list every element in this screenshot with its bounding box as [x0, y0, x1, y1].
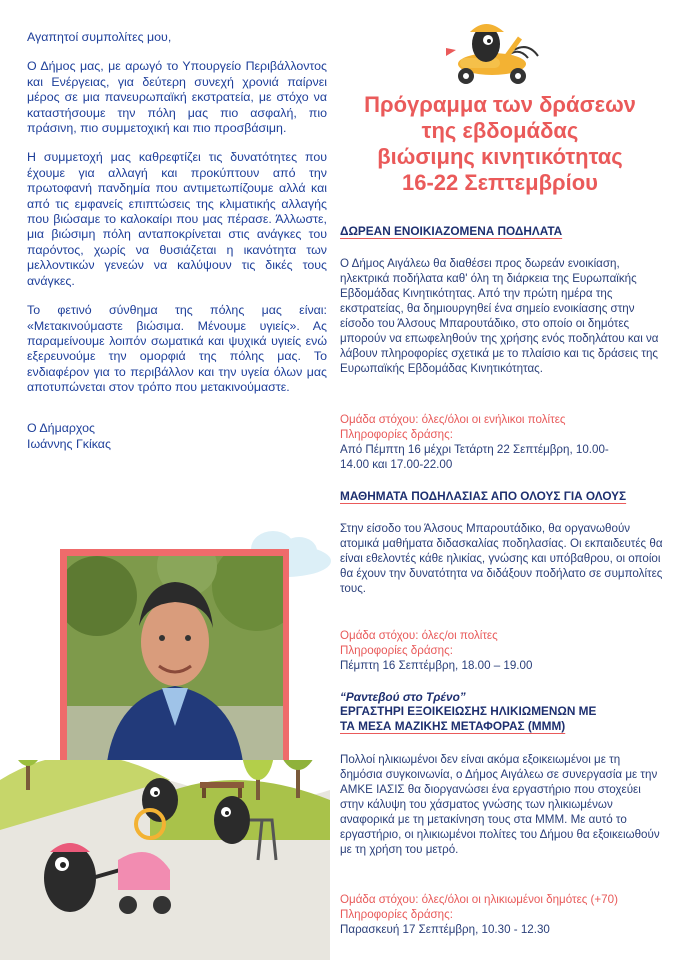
- letter-paragraph-1: Ο Δήμος μας, με αρωγό το Υπουργείο Περιβάλλοντος και Ενέργειας, για δεύτερη συνεχή χρονιά παίρνει μέρος σε μια πανευρωπαϊκή εκστρατεία, με στόχο να καταστήσουμε την πόλη μας πιο ασφαλή, πιο πράσινη, πιο συμμετοχική και πιο προσβάσιμη.: [27, 59, 327, 136]
- signature-role: Ο Δήμαρχος: [27, 420, 95, 435]
- mayor-letter: [27, 30, 327, 452]
- program-title: [340, 92, 660, 196]
- section3-target: [340, 892, 670, 907]
- section3-info: Παρασκευή 17 Σεπτέμβρη, 10.30 - 12.30: [340, 923, 550, 936]
- letter-paragraph-3: Το φετινό σύνθημα της πόλης μας είναι: «Μετακινούμαστε βιώσιμα. Μένουμε υγιείς». Ας παραμείνουμε λοιπόν σωματικά και ψυχικά υγιείς ενώ εξερευνούμε την ομορφιά της πόλης μας. Το ενδιαφέρον για το περιβάλλον και την υγεία όλων μας αποτυπώνεται στον τρόπο που μετακινούμαστε.: [27, 303, 327, 395]
- section3-subtitle: “Ραντεβού στο Τρένο”: [340, 690, 466, 704]
- section3-target-label: Ομάδα στόχου:: [340, 893, 419, 906]
- section2-target: [340, 628, 662, 643]
- section1-target-value: όλες/όλοι οι ενήλικοι πολίτες: [418, 413, 566, 426]
- title-line-2: της εβδομάδας: [421, 118, 579, 143]
- section1-heading: ΔΩΡΕΑΝ ΕΝΟΙΚΙΑΖΟΜΕΝΑ ΠΟΔΗΛΑΤΑ: [340, 224, 563, 238]
- park-scene-illustration: [0, 760, 330, 960]
- section1-target-label: Ομάδα στόχου:: [340, 413, 419, 426]
- section2-info: Πέμπτη 16 Σεπτέμβρη, 18.00 – 19.00: [340, 659, 533, 672]
- mayor-photo: [67, 556, 283, 762]
- section2-target-value: όλες/οι πολίτες: [418, 629, 498, 642]
- section2-heading: ΜΑΘΗΜΑΤΑ ΠΟΔΗΛΑΣΙΑΣ ΑΠΟ ΟΛΟΥΣ ΓΙΑ ΟΛΟΥΣ: [340, 489, 627, 503]
- section3-info-label: Πληροφορίες δράσης:: [340, 908, 453, 921]
- section2-target-label: Ομάδα στόχου:: [340, 629, 419, 642]
- mascot-scooter-illustration: [440, 14, 550, 86]
- letter-signature: [27, 420, 327, 452]
- title-line-1: Πρόγραμμα των δράσεων: [364, 92, 636, 117]
- section2-body: Στην είσοδο του Άλσους Μπαρουτάδικο, θα οργανωθούν ατομικά μαθήματα διδασκαλίας ποδηλασίας. Οι εκπαιδευτές θα είναι εθελοντές κάθε ηλικίας, γνώσης και υπόβαθρου, οι οποίοι θα έχουν την δυνατότητα να διδάξουν ποδήλατο σε συμπολίτες τους.: [340, 522, 663, 595]
- section1-info-label: Πληροφορίες δράσης:: [340, 428, 453, 441]
- signature-name: Ιωάννης Γκίκας: [27, 436, 111, 451]
- section2-info-label: Πληροφορίες δράσης:: [340, 644, 453, 657]
- title-line-4: 16-22 Σεπτεμβρίου: [402, 170, 598, 195]
- section1-info: Από Πέμπτη 16 μέχρι Τετάρτη 22 Σεπτέμβρη, 10.00-14.00 και 17.00-22.00: [340, 443, 609, 471]
- section1-target: [340, 412, 662, 427]
- letter-greeting: Αγαπητοί συμπολίτες μου,: [27, 30, 172, 44]
- title-line-3: βιώσιμης κινητικότητας: [377, 144, 623, 169]
- section3-heading-2: ΤΑ ΜΕΣΑ ΜΑΖΙΚΗΣ ΜΕΤΑΦΟΡΑΣ (ΜΜΜ): [340, 719, 566, 733]
- section3-body: Πολλοί ηλικιωμένοι δεν είναι ακόμα εξοικειωμένοι με τη δημόσια συγκοινωνία, ο Δήμος Αιγάλεω σε συνεργασία με την ΑΜΚΕ ΙΑΣΙΣ θα διοργανώσει ένα εργαστήριο που στοχεύει στην κάλυψη του χάσματος γνώσης των ηλικιωμένων αναφορικά με τη μετακίνηση τους στα ΜΜΜ. Με αυτό το εργαστήριο, οι ηλικιωμένοι πολίτες του Δήμου θα εξοικειωθούν με τη χρήση του μετρό.: [340, 753, 660, 856]
- section3-target-value: όλες/όλοι οι ηλικιωμένοι δημότες (+70): [418, 893, 618, 906]
- letter-paragraph-2: Η συμμετοχή μας καθρεφτίζει τις δυνατότητες που έχουμε για αλλαγή και προκύπτουν από την πρωτοφανή πανδημία που αντιμετωπίζουμε αλλά και από τις εμφανείς επιπτώσεις της κλιματικής αλλαγής που βιώσαμε το καλοκαίρι που μας πέρασε. Άλλωστε, μια βιώσιμη πόλη ανταποκρίνεται στις ανάγκες του παρόντος, χωρίς να θυσιάζεται η ικανότητα των μελλοντικών γενεών να καλύψουν τις δικές τους ανάγκες.: [27, 150, 327, 288]
- section1-body: Ο Δήμος Αιγάλεω θα διαθέσει προς δωρεάν ενοικίαση, ηλεκτρικά ποδήλατα καθ' όλη τη διάρκεια της Ευρωπαϊκής Εβδομάδας Κινητικότητας. Από την πρώτη ημέρα της εκστρατείας, θα δημιουργηθεί ένα σημείο ενοικίασης στην είσοδο του Άλσους Μπαρουτάδικο, στο οποίο οι δημότες μπορούν να επωφεληθούν της χρήσης ενός ποδηλάτου και να λάβουν πληροφορίες σχετικά με το πλαίσιο και τις δράσεις της Ευρωπαϊκής Εβδομάδας Κινητικότητας.: [340, 257, 659, 375]
- section3-heading-1: ΕΡΓΑΣΤΗΡΙ ΕΞΟΙΚΕΙΩΣΗΣ ΗΛΙΚΙΩΜΕΝΩΝ ΜΕ: [340, 704, 597, 718]
